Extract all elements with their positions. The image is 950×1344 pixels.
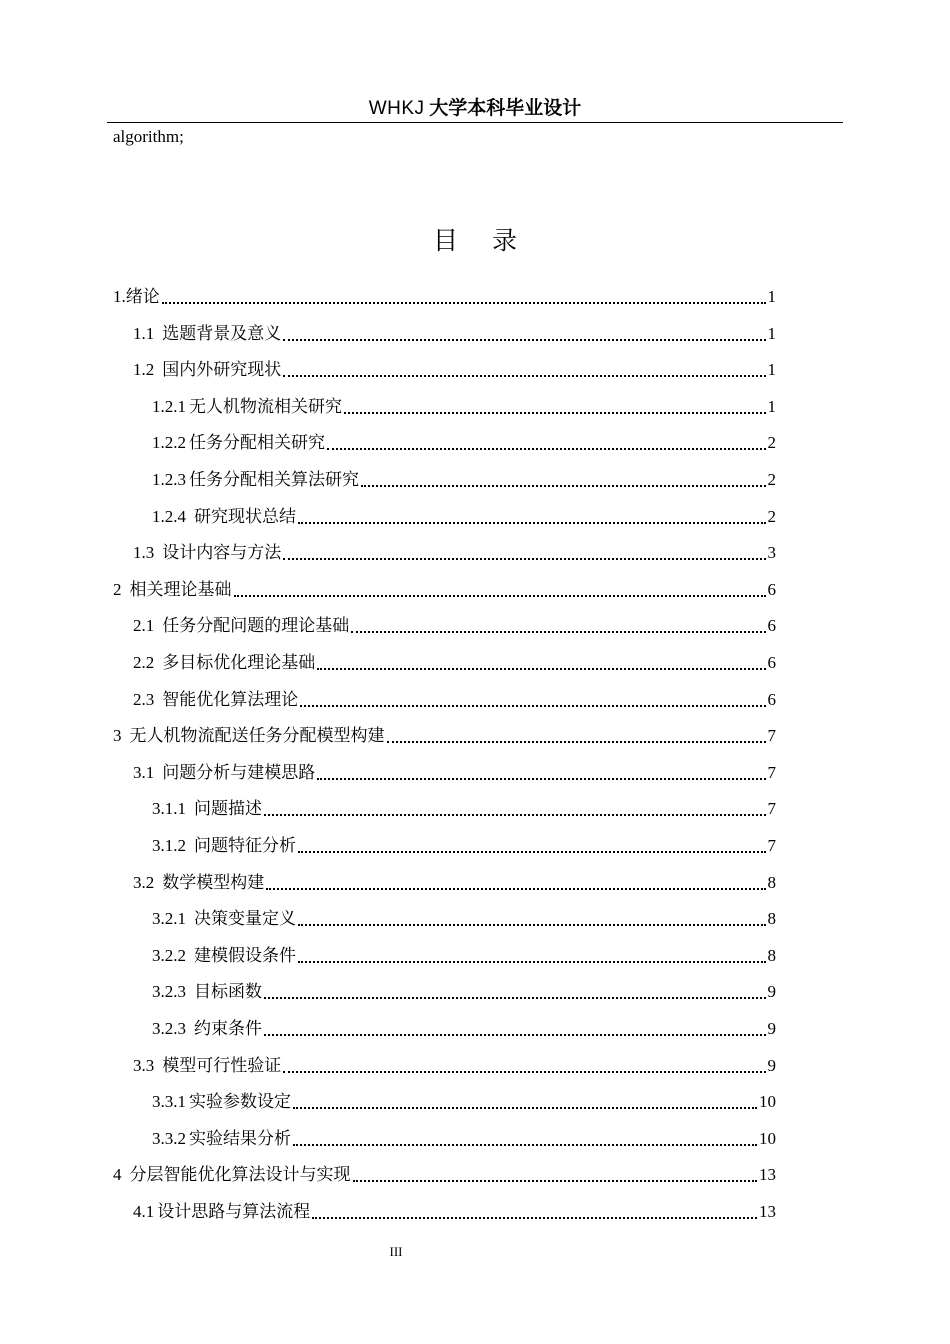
- toc-entry-title: 实验参数设定: [189, 1092, 291, 1112]
- toc-entry-number: 3.1: [133, 762, 155, 782]
- toc-entry-title: 设计思路与算法流程: [157, 1202, 311, 1221]
- toc-entry-title: 决策变量定义: [194, 909, 296, 929]
- toc-dot-leader: [298, 522, 766, 524]
- toc-entry[interactable]: [152, 796, 776, 822]
- toc-entry[interactable]: [152, 394, 776, 420]
- toc-entry-number: 3.3.1: [152, 1092, 186, 1112]
- toc-entry-label: [113, 284, 160, 310]
- toc-dot-leader: [344, 412, 766, 414]
- toc-entry-page: 3: [767, 543, 776, 563]
- toc-entry-page: 10: [759, 1092, 776, 1112]
- toc-entry-label: [133, 687, 298, 713]
- toc-entry-page: 1: [767, 323, 776, 343]
- toc-entry[interactable]: [152, 1089, 776, 1115]
- toc-entry-title: 智能优化算法理论: [162, 689, 299, 709]
- toc-entry-label: [152, 943, 296, 969]
- toc-entry-page: 13: [759, 1202, 776, 1221]
- toc-dot-leader: [162, 302, 766, 304]
- toc-entry-label: [152, 430, 325, 456]
- toc-entry-page: 7: [767, 762, 776, 782]
- toc-entry-title: 研究现状总结: [194, 506, 296, 526]
- toc-entry-label: [133, 760, 315, 786]
- toc-dot-leader: [298, 961, 766, 963]
- continuation-text: algorithm;: [113, 127, 184, 146]
- toc-entry-page: 6: [767, 689, 776, 709]
- toc-entry-title: 问题分析与建模思路: [162, 762, 316, 782]
- toc-entry-number: 2.2: [133, 653, 155, 672]
- toc-entry-label: [133, 1053, 281, 1079]
- toc-entry[interactable]: [133, 687, 776, 713]
- toc-entry-label: [133, 870, 264, 896]
- toc-entry[interactable]: [133, 1053, 776, 1079]
- toc-dot-leader: [293, 1107, 757, 1109]
- toc-dot-leader: [353, 1180, 758, 1182]
- toc-entry[interactable]: [133, 613, 776, 639]
- toc-entry-title: 分层智能优化算法设计与实现: [129, 1165, 351, 1185]
- toc-entry-label: [133, 540, 281, 566]
- toc-entry-number: 3.2.3: [152, 982, 186, 1002]
- toc-entry[interactable]: [133, 540, 776, 566]
- toc-entry-label: [152, 979, 262, 1005]
- toc-entry-number: 1.: [113, 287, 126, 306]
- toc-entry-title: 建模假设条件: [194, 945, 296, 965]
- toc-entry-title: 数学模型构建: [162, 872, 265, 892]
- toc-entry-number: 2.3: [133, 689, 155, 709]
- toc-entry-number: 3.1.2: [152, 836, 186, 855]
- toc-dot-leader: [387, 741, 766, 743]
- header-title: 大学本科毕业设计: [429, 98, 582, 119]
- toc-title-char-2: 录: [492, 228, 518, 255]
- toc-entry-page: 8: [767, 945, 776, 965]
- toc-entry[interactable]: [152, 430, 776, 456]
- toc-entry-number: 4.1: [133, 1202, 155, 1221]
- toc-entry-page: 1: [767, 360, 776, 380]
- toc-entry[interactable]: [113, 577, 776, 603]
- toc-entry-page: 6: [767, 653, 776, 672]
- toc-entry-title: 相关理论基础: [129, 579, 232, 599]
- toc-entry-title: 国内外研究现状: [162, 360, 282, 380]
- toc-entry-page: 6: [767, 579, 776, 599]
- toc-entry-number: 1.2: [133, 360, 155, 380]
- toc-entry-title: 约束条件: [194, 1019, 262, 1038]
- toc-entry[interactable]: [152, 1126, 776, 1152]
- toc-entry-title: 设计内容与方法: [162, 543, 282, 563]
- toc-dot-leader: [298, 924, 766, 926]
- toc-entry-label: [152, 467, 359, 493]
- toc-entry[interactable]: [152, 906, 776, 932]
- toc-entry-number: 2: [113, 579, 122, 599]
- toc-dot-leader: [300, 705, 765, 707]
- toc-entry-title: 目标函数: [194, 982, 262, 1002]
- toc-entry[interactable]: [133, 870, 776, 896]
- toc-dot-leader: [283, 339, 765, 341]
- toc-entry-page: 1: [767, 396, 776, 416]
- toc-dot-leader: [351, 631, 765, 633]
- toc-entry-title: 任务分配相关算法研究: [189, 470, 359, 489]
- toc-entry-label: [133, 650, 315, 676]
- toc-title: [0, 226, 950, 258]
- toc-entry-label: [152, 833, 296, 859]
- toc-entry-label: [133, 321, 281, 347]
- toc-dot-leader: [264, 814, 766, 816]
- toc-entry-page: 2: [767, 506, 776, 526]
- toc-entry-number: 3.1.1: [152, 799, 186, 819]
- toc-entry-label: [113, 1162, 351, 1188]
- toc-dot-leader: [283, 558, 765, 560]
- toc-entry-page: 13: [759, 1165, 776, 1185]
- toc-entry-page: 2: [767, 470, 776, 489]
- header-institution-code: WHKJ: [368, 98, 425, 119]
- toc-entry-title: 任务分配问题的理论基础: [162, 616, 350, 636]
- toc-entry-label: [133, 613, 349, 639]
- toc-entry-label: [152, 394, 342, 420]
- toc-entry-page: 8: [767, 872, 776, 892]
- toc-entry-label: [152, 1089, 291, 1115]
- toc-entry[interactable]: [152, 943, 776, 969]
- toc-entry-title: 选题背景及意义: [162, 323, 282, 343]
- toc-entry-page: 8: [767, 909, 776, 929]
- toc-entry-number: 3.3.2: [152, 1128, 186, 1148]
- toc-entry[interactable]: [152, 467, 776, 493]
- toc-entry-title: 绪论: [125, 287, 160, 306]
- toc-entry-number: 3.2.3: [152, 1019, 186, 1038]
- toc-dot-leader: [298, 851, 766, 853]
- toc-entry-page: 7: [767, 836, 776, 855]
- toc-entry-title: 问题描述: [194, 799, 262, 819]
- toc-entry[interactable]: [152, 979, 776, 1005]
- toc-entry-title: 无人机物流配送任务分配模型构建: [129, 726, 385, 746]
- toc-dot-leader: [266, 888, 765, 890]
- toc-entry-number: 3.3: [133, 1055, 155, 1075]
- toc-entry-label: [152, 1126, 291, 1152]
- toc-entry-title: 任务分配相关研究: [189, 433, 325, 453]
- toc-entry-number: 3.2: [133, 872, 155, 892]
- toc-entry[interactable]: [152, 1016, 776, 1042]
- toc-entry-page: 9: [767, 982, 776, 1002]
- toc-entry-title: 实验结果分析: [189, 1128, 291, 1148]
- toc-entry-label: [113, 577, 232, 603]
- toc-entry-title: 问题特征分析: [194, 836, 296, 855]
- toc-dot-leader: [317, 778, 765, 780]
- toc-entry-number: 1.2.3: [152, 470, 186, 489]
- toc-dot-leader: [234, 595, 766, 597]
- toc-entry-label: [133, 1199, 310, 1225]
- toc-entry-number: 3: [113, 726, 122, 746]
- toc-entry-title: 无人机物流相关研究: [189, 396, 342, 416]
- toc-entry-title: 多目标优化理论基础: [162, 653, 316, 672]
- toc-entry[interactable]: [113, 1162, 776, 1188]
- toc-entry-page: 9: [767, 1055, 776, 1075]
- toc-entry-page: 7: [767, 726, 776, 746]
- header-rule: [107, 122, 843, 123]
- toc-entry-number: 4: [113, 1165, 122, 1185]
- toc-entry[interactable]: [113, 284, 776, 310]
- toc-entry[interactable]: [152, 504, 776, 530]
- toc-entry-label: [152, 504, 296, 530]
- toc-entry-page: 7: [767, 799, 776, 819]
- toc-entry-number: 1.2.2: [152, 433, 186, 453]
- toc-dot-leader: [264, 997, 766, 999]
- toc-dot-leader: [317, 668, 765, 670]
- toc-entry-page: 1: [767, 287, 776, 306]
- toc-entry-title: 模型可行性验证: [162, 1055, 282, 1075]
- toc-dot-leader: [293, 1144, 757, 1146]
- running-header: [107, 96, 843, 122]
- toc-entry-number: 1.2.1: [152, 396, 186, 416]
- toc-entry[interactable]: [133, 1199, 776, 1225]
- toc-entry[interactable]: [133, 760, 776, 786]
- toc-entry-label: [133, 357, 281, 383]
- toc-entry[interactable]: [133, 650, 776, 676]
- toc-entry-label: [152, 796, 262, 822]
- toc-entry-label: [152, 1016, 262, 1042]
- toc-entry-number: 1.1: [133, 323, 155, 343]
- toc-entry-number: 2.1: [133, 616, 155, 636]
- toc-entry-number: 3.2.2: [152, 945, 186, 965]
- toc-entry-number: 3.2.1: [152, 909, 186, 929]
- toc-entry-page: 2: [767, 433, 776, 453]
- toc-dot-leader: [327, 448, 766, 450]
- toc-entry-label: [152, 906, 296, 932]
- toc-dot-leader: [283, 375, 765, 377]
- toc-dot-leader: [361, 485, 766, 487]
- toc-entry[interactable]: [152, 833, 776, 859]
- toc-entry[interactable]: [133, 321, 776, 347]
- toc-entry-number: 1.3: [133, 543, 155, 563]
- toc-entry-page: 6: [767, 616, 776, 636]
- page-number: III: [389, 1244, 403, 1259]
- toc-entry-number: 1.2.4: [152, 506, 186, 526]
- toc-dot-leader: [312, 1217, 757, 1219]
- toc-entry-label: [113, 723, 385, 749]
- toc-dot-leader: [264, 1034, 766, 1036]
- toc-title-char-1: 目: [432, 228, 458, 255]
- toc-dot-leader: [283, 1071, 765, 1073]
- toc-entry-page: 10: [759, 1128, 776, 1148]
- toc-entry-page: 9: [767, 1019, 776, 1038]
- toc-entry[interactable]: [113, 723, 776, 749]
- toc-entry[interactable]: [133, 357, 776, 383]
